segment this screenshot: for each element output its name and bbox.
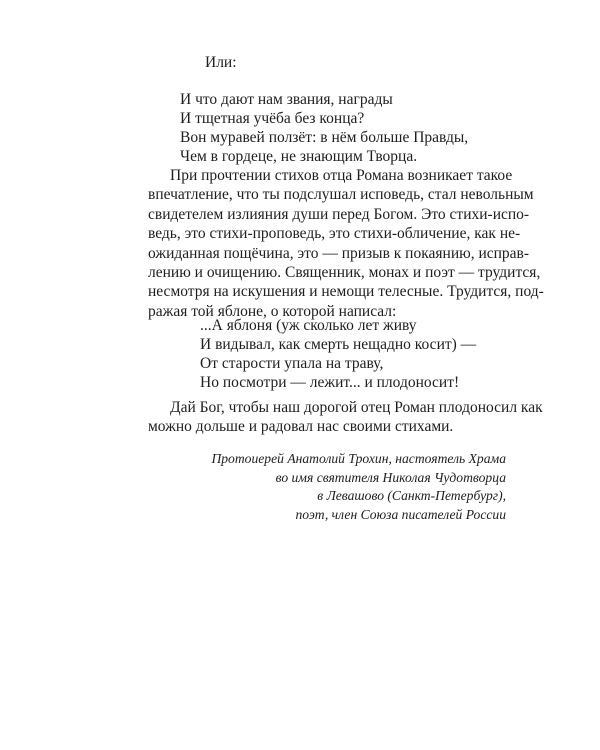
poem-line: И видывал, как смерть нещадно косит) —	[200, 336, 477, 353]
commentary-paragraph-2	[148, 398, 543, 437]
poem-line: И тщетная учёба без конца?	[180, 110, 365, 127]
signature-line: во имя святителя Николая Чудотворца	[275, 469, 506, 485]
paragraph-line: можно дольше и радовал нас своими стихами.	[148, 418, 454, 436]
intro-word: Или:	[205, 54, 237, 71]
poem-line: Но посмотри — лежит... и плодоносит!	[200, 374, 460, 391]
poem-line: И что дают нам звания, награды	[180, 91, 393, 108]
poem-stanza-1	[180, 90, 468, 166]
paragraph-line: свидетелем излияния души перед Богом. Это стихи-испо-	[148, 205, 530, 223]
paragraph-line: ожиданная пощёчина, это — призыв к покаянию, исправ-	[148, 244, 530, 262]
signature-line: Протоиерей Анатолий Трохин, настоятель Храма	[211, 451, 506, 466]
poem-line: ...А яблоня (уж сколько лет живу	[200, 317, 417, 334]
paragraph-line: ражая той яблоне, о которой написал:	[148, 302, 397, 320]
paragraph-line: ведь, это стихи-проповедь, это стихи-обличение, как не-	[148, 225, 521, 243]
author-signature	[211, 450, 506, 524]
commentary-paragraph-1	[148, 166, 544, 321]
poem-stanza-2	[200, 316, 476, 392]
paragraph-line: Дай Бог, чтобы наш дорогой отец Роман плодоносил как	[170, 399, 543, 416]
paragraph-line: несмотря на искушения и немощи телесные. Трудится, под-	[148, 283, 544, 301]
signature-line: поэт, член Союза писателей России	[295, 506, 506, 522]
paragraph-line: впечатление, что ты подслушал исповедь, стал невольным	[148, 186, 534, 204]
poem-line: От старости упала на траву,	[200, 355, 384, 372]
paragraph-line: При прочтении стихов отца Романа возникает такое	[170, 167, 513, 184]
poem-line: Вон муравей ползёт: в нём больше Правды,	[180, 129, 469, 146]
signature-line: в Левашово (Санкт-Петербург),	[317, 488, 506, 504]
poem-line: Чем в гордеце, не знающим Творца.	[180, 148, 418, 165]
paragraph-line: лению и очищению. Священник, монах и поэт — трудится,	[148, 264, 541, 282]
